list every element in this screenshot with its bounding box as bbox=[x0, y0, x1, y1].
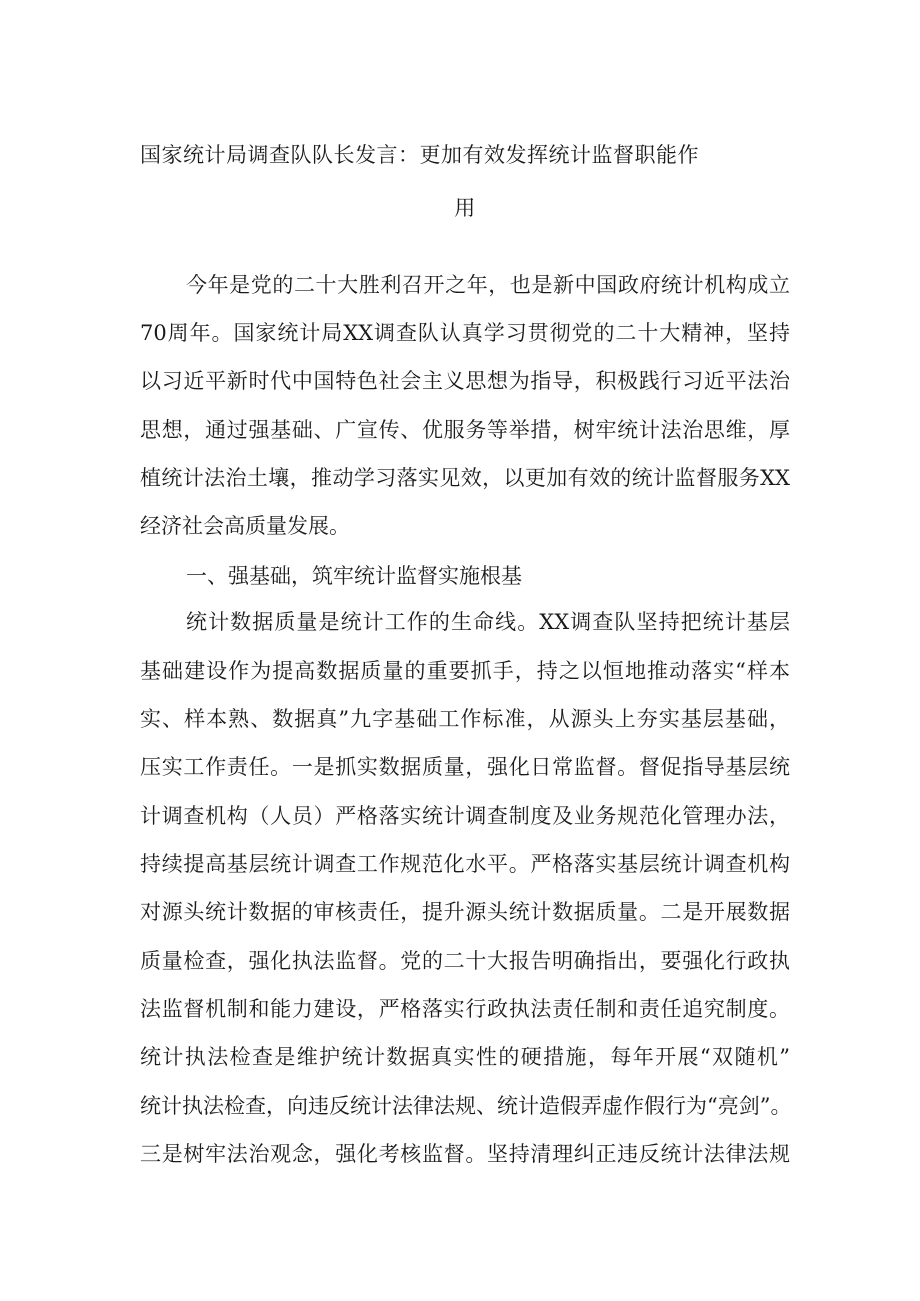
section-heading-1: 一、强基础，筑牢统计监督实施根基 bbox=[186, 564, 522, 588]
paragraph-2-line: 基础建设作为提高数据质量的重要抓手，持之以恒地推动落实“样本 bbox=[140, 659, 790, 683]
document-title-line-1: 国家统计局调查队队长发言：更加有效发挥统计监督职能作 bbox=[140, 143, 699, 167]
paragraph-2-line: 实、样本熟、数据真”九字基础工作标准，从源头上夯实基层基础， bbox=[140, 707, 790, 731]
paragraph-2-line: 法监督机制和能力建设，严格落实行政执法责任制和责任追究制度。 bbox=[140, 997, 790, 1021]
paragraph-1-line: 今年是党的二十大胜利召开之年，也是新中国政府统计机构成立 bbox=[186, 273, 790, 297]
paragraph-1-line: 70周年。国家统计局XX调查队认真学习贯彻党的二十大精神，坚持 bbox=[140, 321, 790, 345]
paragraph-2-line: 统计执法检查，向违反统计法律法规、统计造假弄虚作假行为“亮剑”。 bbox=[140, 1094, 792, 1118]
paragraph-2-line: 统计数据质量是统计工作的生命线。XX调查队坚持把统计基层 bbox=[186, 610, 790, 634]
paragraph-2-line: 对源头统计数据的审核责任，提升源头统计数据质量。二是开展数据 bbox=[140, 900, 790, 924]
paragraph-1-line: 以习近平新时代中国特色社会主义思想为指导，积极践行习近平法治 bbox=[140, 369, 790, 393]
paragraph-2-line: 持续提高基层统计调查工作规范化水平。严格落实基层统计调查机构 bbox=[140, 852, 790, 876]
document-title-line-2: 用 bbox=[454, 196, 476, 220]
paragraph-1-line: 植统计法治土壤，推动学习落实见效，以更加有效的统计监督服务XX bbox=[140, 466, 790, 490]
paragraph-2-line: 计调查机构（人员）严格落实统计调查制度及业务规范化管理办法， bbox=[140, 804, 790, 828]
paragraph-2-line: 统计执法检查是维护统计数据真实性的硬措施，每年开展“双随机” bbox=[140, 1045, 790, 1069]
paragraph-1-line: 思想，通过强基础、广宣传、优服务等举措，树牢统计法治思维，厚 bbox=[140, 418, 790, 442]
paragraph-2-line: 三是树牢法治观念，强化考核监督。坚持清理纠正违反统计法律法规 bbox=[140, 1142, 790, 1166]
paragraph-1-line: 经济社会高质量发展。 bbox=[140, 514, 350, 538]
paragraph-2-line: 质量检查，强化执法监督。党的二十大报告明确指出，要强化行政执 bbox=[140, 949, 790, 973]
paragraph-2-line: 压实工作责任。一是抓实数据质量，强化日常监督。督促指导基层统 bbox=[140, 755, 790, 779]
